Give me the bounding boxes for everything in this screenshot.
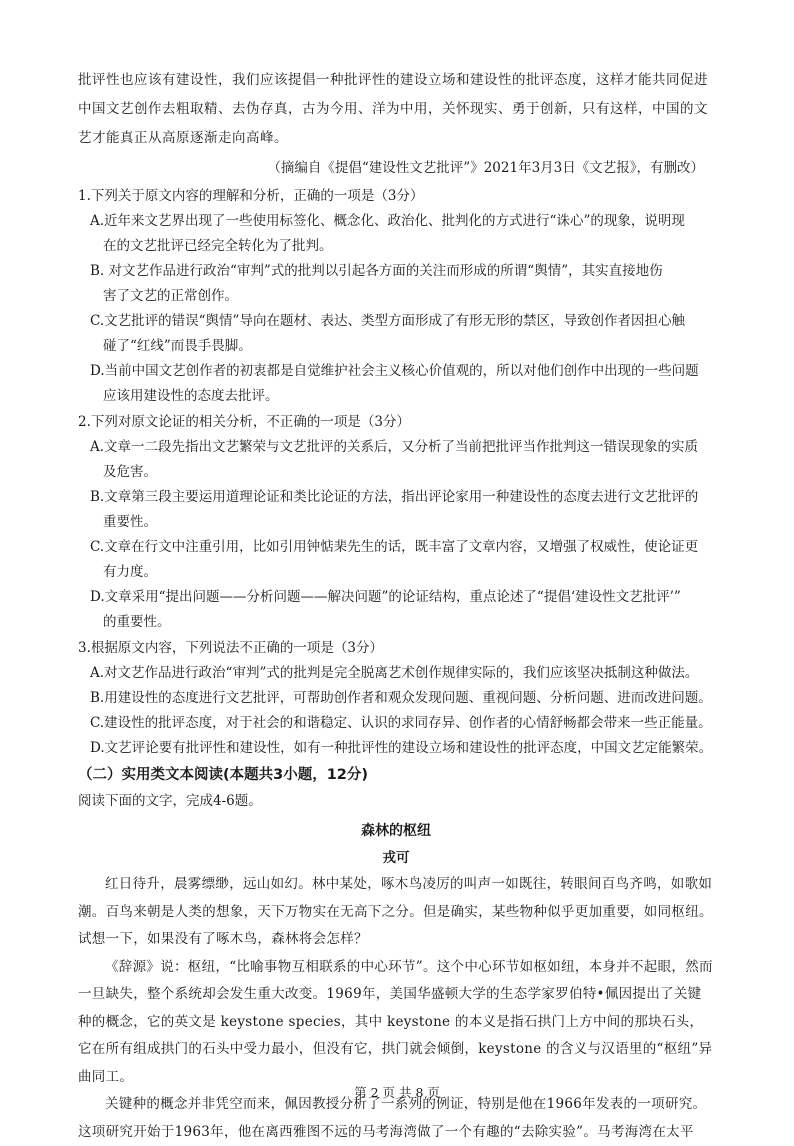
article-author: 戎可 (382, 850, 410, 866)
instruction: 阅读下面的文字，完成4-6题。 (78, 793, 262, 809)
option-text-cont: 的重要性。 (103, 614, 171, 630)
option-text-cont: 碰了“红线”而畏手畏脚。 (103, 338, 252, 354)
source-citation: （摘编自《提倡“建设性文艺批评”》2021年3月3日《文艺报》，有删改） (267, 160, 704, 176)
option-b: B.用建设性的态度进行文艺批评，可帮助创作者和观众发现问题、重视问题、分析问题、进而改进问题。 (90, 690, 712, 706)
option-b (78, 259, 714, 309)
option-text-cont: 有力度。 (103, 564, 157, 580)
option-text-cont: 及危害。 (103, 464, 157, 480)
option-d (78, 585, 714, 635)
option-text: A.文章一二段先指出文艺繁荣与文艺批评的关系后，又分析了当前把批评当作批判这一错误现象的实质 (90, 439, 699, 455)
option-a (78, 435, 714, 485)
option-text: B.文章第三段主要运用道理论证和类比论证的方法，指出评论家用一种建设性的态度去进行文艺批评的 (90, 489, 699, 505)
option-b (78, 485, 714, 535)
article-paragraph: 关键种的概念并非凭空而来，佩因教授分析了一系列的例证，特别是他在1966年发表的一项研究。这项研究开始于1963年，他在离西雅图不远的马考海湾做了一个有趣的“去除实验”。马考海湾在太平 (78, 1096, 707, 1140)
section-title: （二）实用类文本阅读(本题共3小题，12分) (78, 767, 369, 783)
option-a (78, 209, 714, 259)
question-1 (78, 184, 714, 409)
option-text-cont: 应该用建设性的态度去批评。 (103, 388, 279, 404)
option-text: C.文章在行文中注重引用，比如引用钟惦棐先生的话，既丰富了文章内容，又增强了权威性，使论证更 (90, 539, 699, 555)
option-text-cont: 害了文艺的正常创作。 (103, 288, 238, 304)
option-c (78, 535, 714, 585)
article-paragraph: 《辞源》说：枢纽，“比喻事物互相联系的中心环节”。这个中心环节如枢如纽，本身并不起眼，然而一旦缺失，整个系统却会发生重大改变。1969年，美国华盛顿大学的生态学家罗伯特•佩因提出了关键种的概念，它的英文是 keystone species，其中 keystone 的本义是指石拱门上方中间的那块石头，它在所有组成拱门的石头中受力最小，但没有它，拱门就会倾倒，keystone 的含义与汉语里的“枢纽”异曲同工。 (78, 958, 713, 1085)
article-paragraph: 红日待升，晨雾缥缈，远山如幻。林中某处，啄木鸟凌厉的叫声一如既往，转眼间百鸟齐鸣，如歌如潮。百鸟来朝是人类的想象，天下万物实在无高下之分。但是确实，某些物种似乎更加重要，如同枢纽。试想一下，如果没有了啄木鸟，森林将会怎样？ (78, 876, 713, 947)
option-text-cont: 重要性。 (103, 514, 157, 530)
option-text: D.当前中国文艺创作者的初衷都是自觉维护社会主义核心价值观的，所以对他们创作中出现的一些问题 (90, 363, 699, 379)
article-title: 森林的枢纽 (361, 823, 431, 839)
option-text: A.近年来文艺界出现了一些使用标签化、概念化、政治化、批判化的方式进行“诛心”的现象，说明现 (90, 213, 685, 229)
option-c (78, 309, 714, 359)
option-d (78, 359, 714, 409)
question-2 (78, 410, 714, 635)
page-footer: 第 2 页 共 8 页 (354, 1085, 440, 1100)
option-text-cont: 在的文艺批评已经完全转化为了批判。 (103, 238, 333, 254)
option-text: D.文章采用“提出问题——分析问题——解决问题”的论证结构，重点论述了“提倡‘建设性文艺批评’” (90, 589, 681, 605)
option-a: A.对文艺作品进行政治“审判”式的批判是完全脱离艺术创作规律实际的，我们应该坚决抵制这种做法。 (90, 665, 699, 681)
option-d: D.文艺评论要有批评性和建设性，如有一种批评性的建设立场和建设性的批评态度，中国文艺定能繁荣。 (90, 740, 713, 756)
question-stem: 3.根据原文内容，下列说法不正确的一项是（3分） (78, 640, 383, 656)
intro-paragraph: 批评性也应该有建设性，我们应该提倡一种批评性的建设立场和建设性的批评态度，这样才能共同促进中国文艺创作去粗取精、去伪存真，古为今用、洋为中用，关怀现实、勇于创新，只有这样，中国的文艺才能真正从高原逐渐走向高峰。 (78, 72, 708, 146)
question-stem: 1.下列关于原文内容的理解和分析，正确的一项是（3分） (78, 188, 424, 204)
option-text: B. 对文艺作品进行政治“审判”式的批判以引起各方面的关注而形成的所谓“舆情”，其实直接地伤 (90, 263, 663, 279)
question-stem: 2.下列对原文论证的相关分析，不正确的一项是（3分） (78, 414, 410, 430)
option-c: C.建设性的批评态度，对于社会的和谐稳定、认识的求同存异、创作者的心情舒畅都会带来一些正能量。 (90, 715, 712, 731)
option-text: C.文艺批评的错误“舆情”导向在题材、表达、类型方面形成了有形无形的禁区，导致创作者因担心触 (90, 313, 685, 329)
question-3 (78, 636, 714, 761)
